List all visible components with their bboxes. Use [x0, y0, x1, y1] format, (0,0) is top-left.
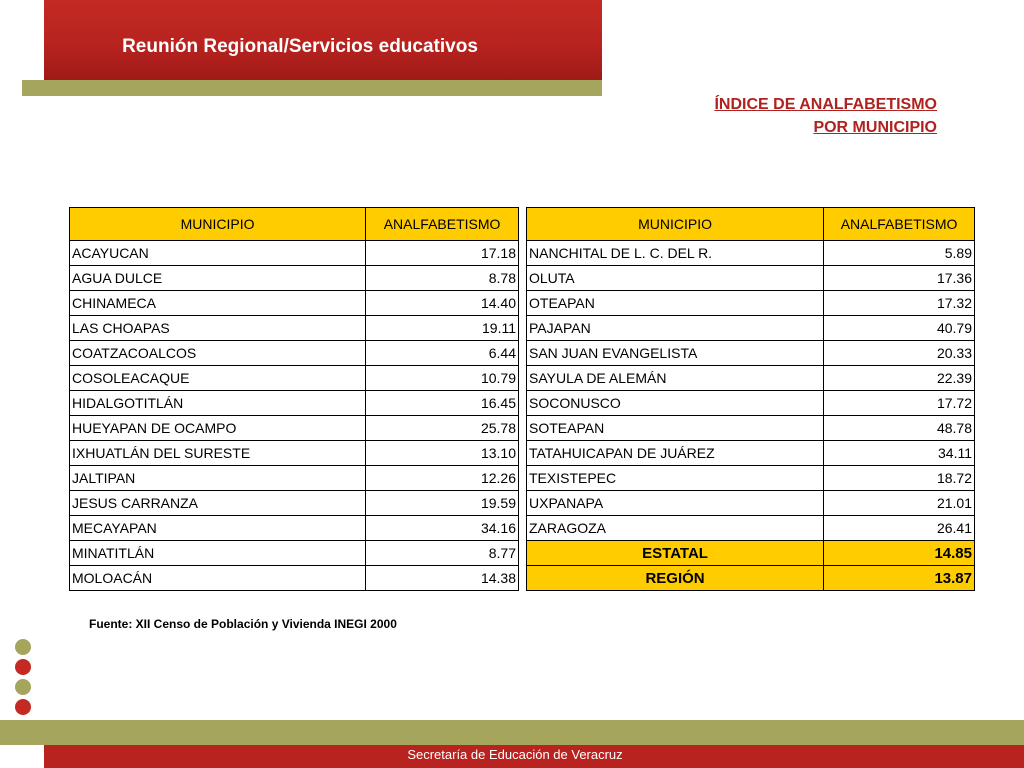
- decor-dot: [15, 639, 31, 655]
- column-header-analfabetismo: ANALFABETISMO: [824, 208, 975, 241]
- analfabetismo-cell: 20.33: [824, 341, 975, 366]
- municipio-cell: COSOLEACAQUE: [70, 366, 366, 391]
- analfabetismo-cell: 13.10: [366, 441, 519, 466]
- table-row: [70, 516, 519, 541]
- summary-value: 13.87: [824, 566, 975, 591]
- summary-row: [527, 566, 975, 591]
- subtitle-line-1: ÍNDICE DE ANALFABETISMO: [714, 96, 937, 113]
- analfabetismo-cell: 19.11: [366, 316, 519, 341]
- municipio-cell: OLUTA: [527, 266, 824, 291]
- table-row: [70, 566, 519, 591]
- analfabetismo-cell: 22.39: [824, 366, 975, 391]
- municipio-cell: NANCHITAL DE L. C. DEL R.: [527, 241, 824, 266]
- table-row: [70, 366, 519, 391]
- analfabetismo-cell: 17.32: [824, 291, 975, 316]
- municipio-cell: MINATITLÁN: [70, 541, 366, 566]
- municipio-cell: MECAYAPAN: [70, 516, 366, 541]
- table-row: [527, 266, 975, 291]
- analfabetismo-cell: 14.38: [366, 566, 519, 591]
- table-row: [527, 516, 975, 541]
- footer-text: Secretaría de Educación de Veracruz: [407, 747, 623, 762]
- column-header-municipio: MUNICIPIO: [527, 208, 824, 241]
- summary-label: ESTATAL: [527, 541, 824, 566]
- municipio-cell: AGUA DULCE: [70, 266, 366, 291]
- table-row: [527, 341, 975, 366]
- table-row: [70, 291, 519, 316]
- municipio-cell: UXPANAPA: [527, 491, 824, 516]
- analfabetismo-cell: 18.72: [824, 466, 975, 491]
- summary-value: 14.85: [824, 541, 975, 566]
- table-row: [527, 466, 975, 491]
- analfabetismo-cell: 10.79: [366, 366, 519, 391]
- analfabetismo-cell: 40.79: [824, 316, 975, 341]
- municipio-cell: TEXISTEPEC: [527, 466, 824, 491]
- table-row: [70, 266, 519, 291]
- municipio-cell: JESUS CARRANZA: [70, 491, 366, 516]
- column-header-analfabetismo: ANALFABETISMO: [366, 208, 519, 241]
- analfabetismo-cell: 19.59: [366, 491, 519, 516]
- municipio-cell: TATAHUICAPAN DE JUÁREZ: [527, 441, 824, 466]
- table-header-row: [70, 208, 519, 241]
- municipio-cell: SOTEAPAN: [527, 416, 824, 441]
- municipio-cell: SOCONUSCO: [527, 391, 824, 416]
- analfabetismo-cell: 6.44: [366, 341, 519, 366]
- municipio-cell: COATZACOALCOS: [70, 341, 366, 366]
- analfabetismo-cell: 8.78: [366, 266, 519, 291]
- analfabetismo-cell: 34.11: [824, 441, 975, 466]
- table-row: [527, 416, 975, 441]
- table-row: [527, 441, 975, 466]
- municipio-cell: SAYULA DE ALEMÁN: [527, 366, 824, 391]
- municipio-cell: ACAYUCAN: [70, 241, 366, 266]
- analfabetismo-cell: 17.18: [366, 241, 519, 266]
- table-row: [527, 366, 975, 391]
- decor-dot: [15, 679, 31, 695]
- table-header-row: [527, 208, 975, 241]
- analfabetismo-cell: 34.16: [366, 516, 519, 541]
- municipio-table-left: [69, 207, 519, 591]
- municipio-cell: CHINAMECA: [70, 291, 366, 316]
- table-row: [70, 491, 519, 516]
- analfabetismo-cell: 14.40: [366, 291, 519, 316]
- municipio-cell: IXHUATLÁN DEL SURESTE: [70, 441, 366, 466]
- table-row: [70, 441, 519, 466]
- subtitle-line-2: POR MUNICIPIO: [813, 119, 937, 136]
- table-row: [527, 291, 975, 316]
- summary-label: REGIÓN: [527, 566, 824, 591]
- table-row: [70, 466, 519, 491]
- page-title: Reunión Regional/Servicios educativos: [122, 36, 478, 57]
- analfabetismo-cell: 26.41: [824, 516, 975, 541]
- source-note: Fuente: XII Censo de Población y Vivienda INEGI 2000: [89, 617, 397, 631]
- analfabetismo-cell: 17.72: [824, 391, 975, 416]
- municipio-cell: ZARAGOZA: [527, 516, 824, 541]
- table-row: [527, 241, 975, 266]
- analfabetismo-cell: 21.01: [824, 491, 975, 516]
- table-row: [70, 541, 519, 566]
- analfabetismo-cell: 48.78: [824, 416, 975, 441]
- analfabetismo-cell: 25.78: [366, 416, 519, 441]
- table-row: [70, 341, 519, 366]
- table-row: [527, 391, 975, 416]
- analfabetismo-cell: 17.36: [824, 266, 975, 291]
- table-row: [70, 316, 519, 341]
- decor-dot: [15, 699, 31, 715]
- municipio-cell: MOLOACÁN: [70, 566, 366, 591]
- table-row: [70, 416, 519, 441]
- municipio-cell: LAS CHOAPAS: [70, 316, 366, 341]
- column-header-municipio: MUNICIPIO: [70, 208, 366, 241]
- municipio-table-right: [526, 207, 975, 591]
- municipio-cell: HIDALGOTITLÁN: [70, 391, 366, 416]
- summary-row: [527, 541, 975, 566]
- municipio-cell: HUEYAPAN DE OCAMPO: [70, 416, 366, 441]
- footer-accent-bar: [0, 720, 1024, 745]
- table-row: [527, 491, 975, 516]
- slide-subtitle: [714, 93, 937, 139]
- analfabetismo-cell: 5.89: [824, 241, 975, 266]
- table-row: [70, 391, 519, 416]
- municipio-cell: OTEAPAN: [527, 291, 824, 316]
- analfabetismo-cell: 8.77: [366, 541, 519, 566]
- analfabetismo-cell: 16.45: [366, 391, 519, 416]
- table-row: [527, 316, 975, 341]
- municipio-cell: SAN JUAN EVANGELISTA: [527, 341, 824, 366]
- municipio-cell: JALTIPAN: [70, 466, 366, 491]
- municipio-cell: PAJAPAN: [527, 316, 824, 341]
- table-row: [70, 241, 519, 266]
- analfabetismo-cell: 12.26: [366, 466, 519, 491]
- decor-dot: [15, 659, 31, 675]
- header-accent-bar: [22, 80, 602, 96]
